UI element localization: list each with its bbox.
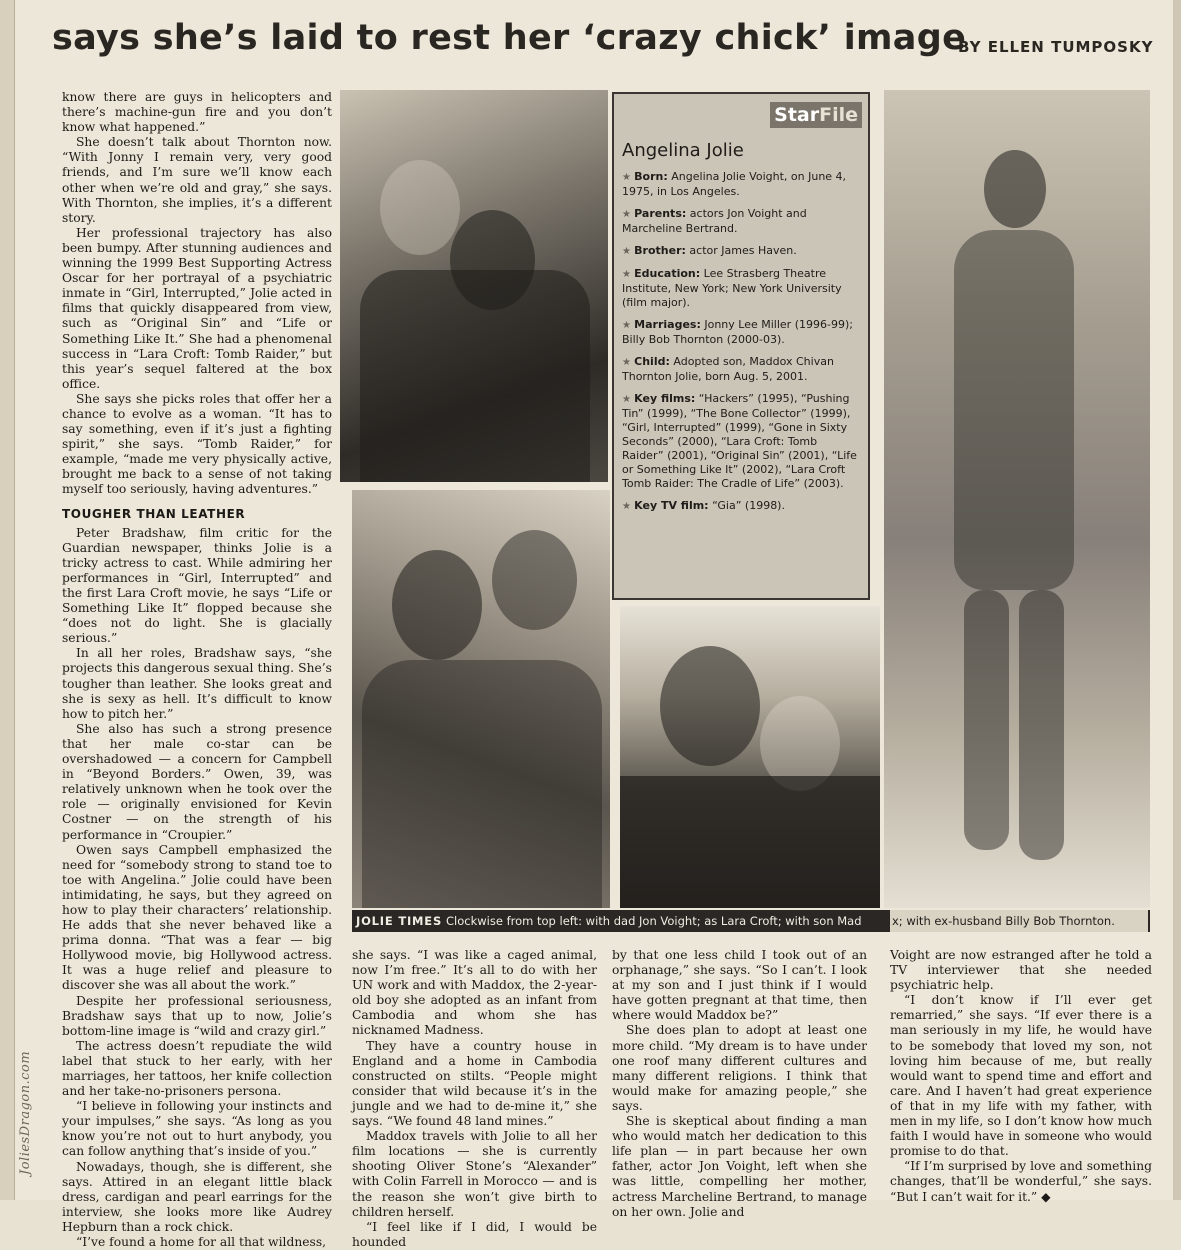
entry-label: Key TV film: <box>634 499 709 512</box>
entry-label: Parents: <box>634 207 687 220</box>
article-column-bottom-2 <box>612 948 867 1220</box>
paragraph: “If I’m surprised by love and something changes, that’ll be wonderful,” she says. “But I can’t wait for it.” ◆ <box>890 1159 1152 1204</box>
paragraph: Her professional trajectory has also been bumpy. After stunning audiences and winning the 1999 Best Supporting Actress Oscar for her portrayal of a psychiatric inmate in “Girl, Interrupted,” Jolie acted in films that quickly disappeared from view, such as “Original Sin” and “Life or Something Like It.” She had a phenomenal success in “Lara Croft: Tomb Raider,” but this year’s sequel faltered at the box office. <box>62 225 332 391</box>
starfile-entry <box>622 207 860 236</box>
starfile-name: Angelina Jolie <box>622 140 744 161</box>
entry-text: “Hackers” (1995), “Pushing Tin” (1999), “The Bone Collector” (1999), “Girl, Interrupted” (1999), “Gone in Sixty Seconds” (2000), “Lara Croft: Tomb Raider” (2001), “Original Sin” (2001), “Life or Something Like It” (2002), “Lara Croft Tomb Raider: The Cradle of Life” (2003). <box>622 392 857 490</box>
starfile-logo-star: Star <box>774 104 820 126</box>
entry-label: Child: <box>634 355 670 368</box>
paragraph: She does plan to adopt at least one more child. “My dream is to have under one roof many different cultures and many different religions. I think that would make for amazing people,” she says. <box>612 1023 867 1113</box>
star-icon: ★ <box>622 394 635 405</box>
paragraph: know there are guys in helicopters and there’s machine-gun fire and you don’t know what happened.” <box>62 90 332 135</box>
paragraph: Owen says Campbell emphasized the need for “somebody strong to stand toe to toe with Angelina.” Jolie could have been intimidating, he says, but they agreed on how to play their characters’ relationship. He adds that she never behaved like a prima donna. “That was a fear — big Hollywood movie, big Hollywood actress. It was a huge relief and pleasure to discover she was all about the work.” <box>62 842 332 993</box>
paragraph: by that one less child I took out of an orphanage,” she says. “So I can’t. I look at my son and I just think if I would have gotten pregnant at that time, then where would Maddox be?” <box>612 948 867 1023</box>
star-icon: ★ <box>622 246 635 257</box>
photo-billy-bob-thornton <box>352 490 610 908</box>
body-shape <box>360 270 590 482</box>
paragraph: she says. “I was like a caged animal, now I’m free.” It’s all to do with her UN work and with Maddox, the 2-year-old boy she adopted as an infant from Cambodia and whom she has nicknamed Madness. <box>352 948 597 1038</box>
paragraph: “I believe in following your instincts and your impulses,” she says. “As long as you know you’re not out to hurt anybody, you can follow anything that’s inside of you.” <box>62 1099 332 1159</box>
face-shape <box>660 646 760 766</box>
star-icon: ★ <box>622 269 635 280</box>
paragraph: She says she picks roles that offer her a chance to evolve as a woman. “It has to say something, even if it’s just a fighting spirit,” she says. “Tomb Raider,” for example, “made me very physically active, brought me back to a sense of not taking myself too seriously, having adventures.” <box>62 391 332 497</box>
paragraph: The actress doesn’t repudiate the wild label that stuck to her early, with her marriages, her tattoos, her knife collection and her take-no-prisoners persona. <box>62 1038 332 1099</box>
paragraph: They have a country house in England and a home in Cambodia constructed on stilts. “People might consider that wild because it’s in the jungle and we had to de-mine it,” she says. “We found 48 land mines.” <box>352 1038 597 1129</box>
article-column-bottom-1 <box>352 948 597 1250</box>
face-shape <box>984 150 1046 228</box>
scan-edge <box>0 0 15 1200</box>
paragraph: Maddox travels with Jolie to all her film locations — she is currently shooting Oliver Stone’s “Alexander” with Colin Farrell in Morocco — and is the reason she won’t give birth to children herself. <box>352 1129 597 1219</box>
article-column-bottom-3 <box>890 948 1152 1205</box>
byline: BY ELLEN TUMPOSKY <box>958 38 1154 56</box>
caption-lead: JOLIE TIMES <box>356 914 443 928</box>
star-icon: ★ <box>622 209 635 220</box>
starfile-entry <box>622 244 860 259</box>
leg-shape <box>1019 590 1064 860</box>
watermark-text: JoliesDragon.com <box>18 1050 33 1175</box>
starfile-entry <box>622 267 860 310</box>
entry-label: Key films: <box>634 392 696 405</box>
starfile-logo-file: File <box>819 104 858 126</box>
star-icon: ★ <box>622 320 635 331</box>
star-icon: ★ <box>622 501 635 512</box>
paragraph: “I’ve found a home for all that wildness, <box>76 1235 327 1250</box>
entry-label: Brother: <box>634 244 686 257</box>
paragraph: She is skeptical about finding a man who would match her dedication to this life plan — in part because her own father, actor Jon Voight, left when she was little, compelling her mother, actress Marcheline Bertrand, to manage on her own. Jolie and <box>612 1114 867 1219</box>
body-shape <box>362 660 602 908</box>
body-shape <box>954 230 1074 590</box>
leg-shape <box>964 590 1009 850</box>
caption-text: Clockwise from top left: with dad Jon Voight; as Lara Croft; with son Mad <box>446 914 862 928</box>
photo-son-maddox <box>620 606 880 908</box>
star-icon: ★ <box>622 172 635 183</box>
entry-text: “Gia” (1998). <box>712 499 785 512</box>
entry-text: Lee Strasberg Theatre Institute, New York; New York University (film major). <box>622 267 842 309</box>
scan-edge-right <box>1173 0 1181 1200</box>
starfile-entry <box>622 392 860 491</box>
entry-text: actors Jon Voight and Marcheline Bertrand. <box>622 207 807 235</box>
face-shape <box>380 160 460 255</box>
paragraph: She doesn’t talk about Thornton now. “With Jonny I remain very, very good friends, and I’m sure we’ll know each other when we’re old and gray,” she says. With Thornton, she implies, it’s a different story. <box>62 135 332 225</box>
subhead: TOUGHER THAN LEATHER <box>62 506 246 521</box>
face-shape <box>392 550 482 660</box>
entry-label: Marriages: <box>634 318 701 331</box>
starfile-entry <box>622 355 860 384</box>
photo-lara-croft <box>884 90 1150 908</box>
entry-text: Adopted son, Maddox Chivan Thornton Jolie, born Aug. 5, 2001. <box>622 355 834 383</box>
body-shape <box>620 776 880 908</box>
paragraph: “I feel like if I did, I would be hounded <box>352 1219 597 1249</box>
photo-jon-voight <box>340 90 608 482</box>
starfile-box <box>612 92 870 600</box>
paragraph: She also has such a strong presence that her male co-star can be overshadowed — a concern for Campbell in “Beyond Borders.” Owen, 39, was relatively unknown when he took over the role — originally envisioned for Kevin Costner — on the strength of his performance in “Croupier.” <box>62 721 332 842</box>
paragraph: Peter Bradshaw, film critic for the Guardian newspaper, thinks Jolie is a tricky actress to cast. While admiring her performances in “Girl, Interrupted” and the first Lara Croft movie, he says “Life or Something Like It” flopped because she “does not do light. She is glacially serious.” <box>62 525 332 646</box>
entry-label: Born: <box>634 170 668 183</box>
paragraph: Despite her professional seriousness, Bradshaw says that up to now, Jolie’s bottom-line image is “wild and crazy girl.” <box>62 993 332 1038</box>
paragraph: Voight are now estranged after he told a TV interviewer that she needed psychiatric help. <box>890 948 1152 993</box>
article-column-left <box>62 90 332 1250</box>
entry-text: actor James Haven. <box>689 244 797 257</box>
entry-label: Education: <box>634 267 701 280</box>
star-icon: ★ <box>622 357 635 368</box>
starfile-entry <box>622 170 860 199</box>
entry-text: Jonny Lee Miller (1996-99); Billy Bob Thornton (2000-03). <box>622 318 853 346</box>
paragraph: In all her roles, Bradshaw says, “she projects this dangerous sexual thing. She’s tougher than leather. She looks great and she is sexy as hell. It’s difficult to know how to pitch her.” <box>62 646 332 721</box>
watermark <box>14 970 38 1180</box>
entry-text: Angelina Jolie Voight, on June 4, 1975, in Los Angeles. <box>622 170 847 198</box>
starfile-logo <box>770 102 862 128</box>
starfile-entry <box>622 318 860 347</box>
starfile-entry <box>622 499 860 514</box>
paragraph: Nowadays, though, she is different, she says. Attired in an elegant little black dress, cardigan and pearl earrings for the interview, she looks more like Audrey Hepburn than a rock chick. <box>62 1159 332 1234</box>
face-shape <box>492 530 577 630</box>
paragraph: “I don’t know if I’ll ever get remarried,” she says. “If ever there is a man seriously in my life, he would have to be somebody that loved my son, not loving him because of me, but really would want to spend time and effort and care. And I haven’t had great experience of that in my life with my father, with men in my life, so I don’t know how much faith I would have in someone who would promise to do that. <box>890 993 1152 1159</box>
headline: says she’s laid to rest her ‘crazy chick’ image <box>52 18 967 58</box>
photo-caption-tail: x; with ex-husband Billy Bob Thornton. <box>890 910 1148 932</box>
